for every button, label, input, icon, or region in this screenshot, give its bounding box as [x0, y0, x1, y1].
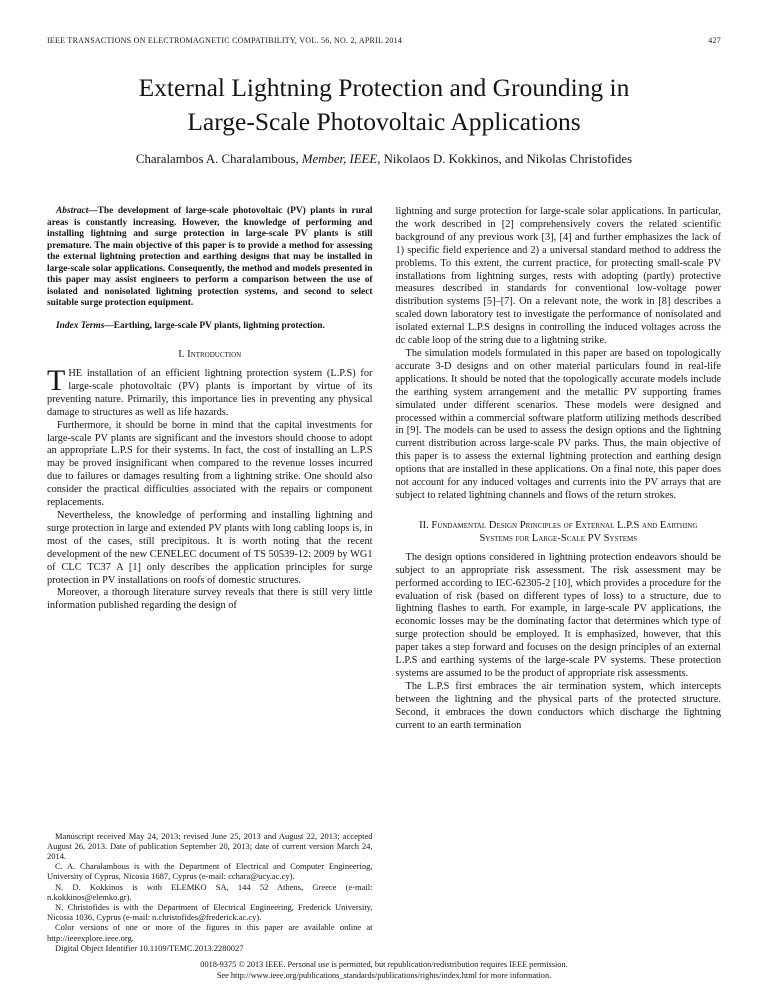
right-column	[396, 206, 722, 953]
intro-paragraph-2: Furthermore, it should be borne in mind that the capital investments for large-scale PV plants are significant and the investors should choose to adopt an appropriate L.P.S for their systems. In fact, the cost of installing an L.P.S may be proved insignificant when compared to the revenue losses incurred due to failures or damages resulting from a lightning strike. One should also consider the practical difficulties associated with the repairs or component replacements.	[47, 419, 373, 509]
author-membership: Member, IEEE	[301, 152, 378, 166]
copyright-footer	[0, 960, 768, 981]
right-paragraph-2: The simulation models formulated in this paper are based on topologically accurate 3-D designs and on other material particulars found in real-life applications. It should be noted that the topologically accurate models include the earthing system arrangement and the metallic PV supporting frames simulated under different scenarios. These models were designed and processed within a commercial software platform utilizing methods described in [9]. The models can be used to assess the design options and the lightning current distribution across large-scale PV parks. Thus, the main objective of this paper is to assess the external lightning protection and earthing design options that are installed in these applications. On a final note, this paper does not account for any induced voltages and currents into the PV arrays that are subject to related lightning channels and flows of the return strokes.	[395, 347, 721, 501]
running-header	[47, 36, 721, 45]
right-paragraph-1: lightning and surge protection for large-scale solar applications. In particular, the work described in [2] comprehensively covers the related scientific background of any previous work [3], [4] and further emphasizes the lack of 1) specific field experience and 2) a universal standard method to address the problems. To this extent, the current practice, for protecting small-scale PV installations from lightning surges, rests with adopting (partly) protective measures described in standards for conventional low-voltage power distribution systems [5]–[7]. On a relevant note, the work in [8] describes a scaled down laboratory test to investigate the performance of nonisolated and isolated external L.P.S designs in controlling the induced voltages across the dc cable loop of the string due to a lightning strike.	[395, 206, 721, 347]
paper-title-line-1: External Lightning Protection and Grounding in	[138, 73, 630, 102]
intro-paragraph-3: Nevertheless, the knowledge of performing and installing lightning and surge protection in large and extended PV plants with long cabling loops is, in most of the cases, still precipitous. It is worth noting that the recent development of the new CENELEC document of TS 50539-12: 2009 by WG1 of CLC TC37 A [1] only describes the application principles for surge protection in PV installations on roofs of domestic structures.	[47, 509, 373, 586]
two-column-body	[47, 206, 721, 953]
copyright-line-2: See http://www.ieee.org/publications_standards/publications/rights/index.html for more information.	[216, 970, 552, 980]
section-1-heading: I. Introduction	[178, 349, 242, 360]
footnote-manuscript-history: Manuscript received May 24, 2013; revised June 25, 2013 and August 22, 2013; accepted August 26, 2013. Date of publication September 20, 2013; date of current version March 24, 2014.	[47, 830, 373, 861]
author-line	[47, 152, 721, 167]
dropcap-letter: T	[47, 364, 66, 397]
journal-header-text: IEEE TRANSACTIONS ON ELECTROMAGNETIC COMPATIBILITY, VOL. 56, NO. 2, APRIL 2014	[47, 36, 403, 45]
author-name-lead: Charalambos A. Charalambous,	[135, 152, 302, 166]
first-page-footnotes	[47, 823, 373, 953]
footnote-affiliation-charalambous: C. A. Charalambous is with the Department of Electrical and Computer Engineering, University of Cyprus, Nicosia 1687, Cyprus (e-mail: cchara@ucy.ac.cy).	[47, 861, 373, 882]
footnote-affiliation-christofides: N. Christofides is with the Department of Electrical Engineering, Frederick University, Nicosia 1036, Cyprus (e-mail: n.christofides@frederick.ac.cy).	[47, 901, 373, 923]
intro-paragraph-1	[47, 364, 373, 420]
index-terms-text: Earthing, large-scale PV plants, lightning protection.	[113, 320, 325, 331]
page-number: 427	[708, 36, 721, 45]
paper-title	[47, 71, 721, 139]
author-names-rest: , Nikolaos D. Kokkinos, and Nikolas Christofides	[377, 152, 633, 166]
abstract-text: The development of large-scale photovoltaic (PV) plants in rural areas is constantly increasing. However, the knowledge of performing and installing lightning and surge protection in large-scale PV plants is still premature. The main objective of this paper is to provide a method for assessing the external lightning protection and earthing designs that may be installed in large-scale solar applications. Consequently, the method and models presented in this paper may assist engineers to perform a comparison between the use of isolated and nonisolated lightning protection systems, and second to select suitable surge protection equipment.	[47, 206, 373, 308]
footnote-doi: Digital Object Identifier 10.1109/TEMC.2013.2280027	[55, 942, 244, 953]
section-2-paragraph-1: The design options considered in lightning protection endeavors should be subject to an appropriate risk assessment. The risk assessment may be performed according to IEC-62305-2 [10], which provides a procedure for the evaluation of risk (based on different types of loss) to a structure, due to lightning flashes to earth. For example, in large-scale PV applications, the economic losses may be the dominating factor that determines which type of surge protection should be employed. It is emphasized, however, that this paper takes a step forward and focuses on the design principles of an external L.P.S and earthing systems of the large-scale PV systems. These protection systems are assumed to be the product of appropriate risk assessments.	[395, 551, 721, 679]
section-2-paragraph-2: The L.P.S first embraces the air termination system, which intercepts between the lightning and the physical parts of the protected structure. Second, it embraces the down conductors which discharge the lightning current to an earth termination	[395, 680, 721, 731]
intro-paragraph-1-text: HE installation of an efficient lightning protection system (L.P.S) for large-scale photovoltaic (PV) plants is important by virtue of its preventing nature. Primarily, this importance lies in preventing any physical damage to structures as well as life hazards.	[47, 368, 373, 418]
left-column	[47, 206, 373, 953]
abstract-label: Abstract—	[56, 206, 98, 216]
index-terms-label: Index Terms—	[56, 320, 114, 331]
footnote-color-versions: Color versions of one or more of the figures in this paper are available online at http://ieeexplore.ieee.org.	[47, 922, 373, 943]
abstract	[47, 206, 373, 310]
paper-title-line-2: Large-Scale Photovoltaic Applications	[187, 107, 581, 136]
copyright-line-1: 0018-9375 © 2013 IEEE. Personal use is permitted, but republication/redistribution requires IEEE permission.	[200, 960, 568, 969]
section-2-heading: II. Fundamental Design Principles of External L.P.S and Earthing Systems for Large-Scale PV Systems	[419, 519, 698, 544]
intro-paragraph-4: Moreover, a thorough literature survey reveals that there is still very little information published regarding the design of	[47, 587, 373, 612]
index-terms	[47, 321, 373, 333]
footnote-affiliation-kokkinos: N. D. Kokkinos is with ELEMKO SA, 144 52 Athens, Greece (e-mail: n.kokkinos@elemko.gr).	[47, 881, 373, 902]
